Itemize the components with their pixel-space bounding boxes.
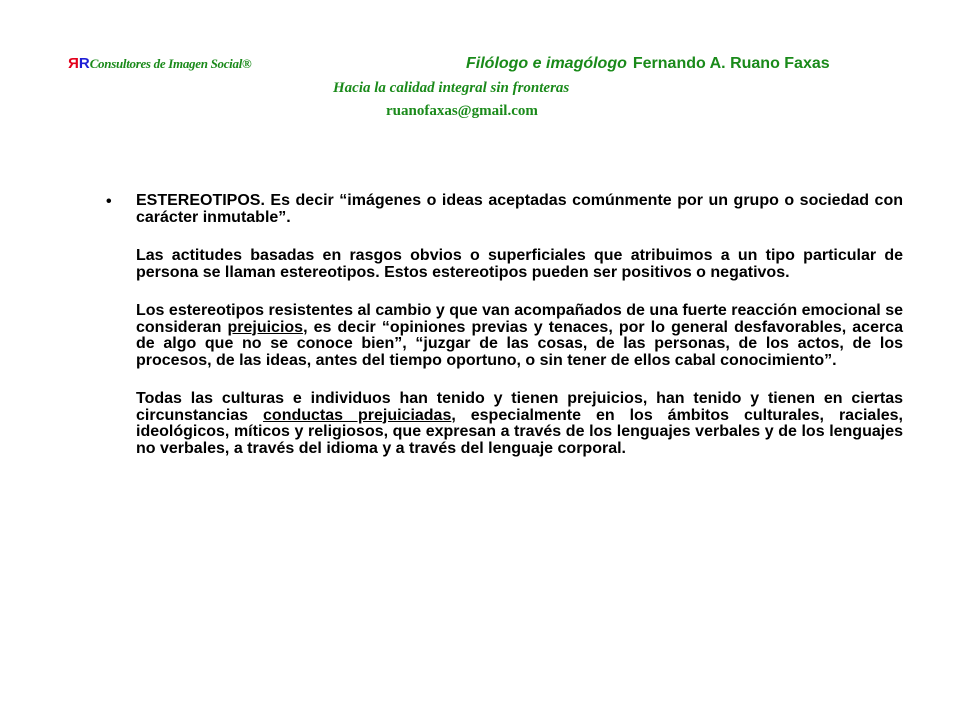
- email-address: ruanofaxas@gmail.com: [386, 103, 538, 119]
- author-name: Fernando A. Ruano Faxas: [632, 55, 830, 72]
- paragraph-4-start: Todas las culturas e individuos han tenido y tienen prejuicios, han tenido y tienen en ciertas circunstancias: [136, 390, 903, 424]
- paragraph-1: ESTEREOTIPOS. Es decir “imágenes o ideas aceptadas comúnmente por un grupo o sociedad con carácter inmutable”.: [136, 192, 903, 226]
- tagline: Hacia la calidad integral sin fronteras: [333, 80, 570, 96]
- paragraph-2: Las actitudes basadas en rasgos obvios o superficiales que atribuimos a un tipo particular de persona se llaman estereotipos. Estos estereotipos pueden ser positivos o negativos.: [136, 247, 903, 281]
- conductas-prejuiciadas-term: conductas prejuiciadas: [263, 406, 452, 424]
- author-header: [466, 55, 830, 73]
- prejuicios-term: prejuicios: [227, 318, 304, 336]
- company-logo: [68, 55, 251, 72]
- paragraph-4: [136, 391, 903, 457]
- author-role: Filólogo e imagólogo: [466, 55, 627, 72]
- paragraph-4-end: , especialmente en los ámbitos culturales, raciales, ideológicos, míticos y religiosos, que expresan a través de los lenguajes verbales y de los lenguajes no verbales, a través del idioma y a través del lenguaje corporal.: [136, 406, 903, 457]
- paragraph-3-start: Los estereotipos resistentes al cambio y que van acompañados de una fuerte reacción emocional se consideran: [136, 302, 903, 336]
- paragraph-3-end: , es decir “opiniones previas y tenaces, por lo general desfavorables, acerca de algo que no se conoce bien”, “juzgar de las cosas, de las personas, de los actos, de los procesos, de las ideas, antes del tiempo oportuno, o sin tener de ellos cabal conocimiento”.: [136, 318, 904, 369]
- bullet-marker: •: [106, 193, 112, 210]
- paragraph-3: [136, 303, 903, 369]
- logo-text: Consultores de Imagen Social®: [89, 56, 252, 71]
- logo-letter-blue: R: [78, 55, 90, 72]
- document-body: [136, 193, 903, 479]
- logo-letter-red: R: [68, 55, 79, 72]
